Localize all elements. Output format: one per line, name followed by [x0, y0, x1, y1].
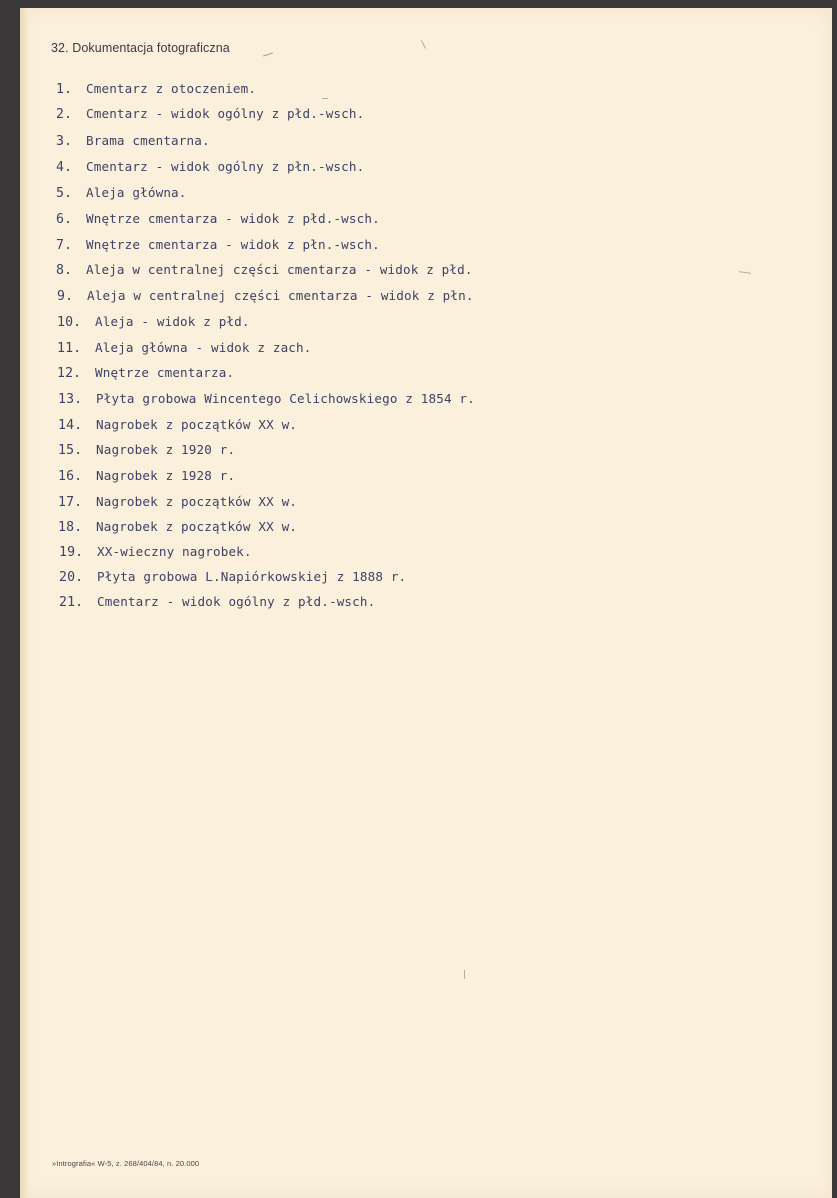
item-text: Wnętrze cmentarza.: [95, 365, 235, 380]
item-number: 10.: [57, 315, 82, 330]
item-text: Wnętrze cmentarza - widok z płn.-wsch.: [86, 237, 380, 252]
item-number: 4.: [56, 160, 73, 175]
item-number: 16.: [58, 469, 83, 484]
list-item: [58, 493, 297, 511]
list-item: [57, 339, 312, 357]
scan-speck: [739, 271, 751, 274]
section-heading: 32. Dokumentacja fotograficzna: [51, 41, 230, 55]
list-item: [56, 80, 256, 98]
list-item: [56, 184, 187, 202]
item-number: 2.: [56, 107, 73, 122]
list-item: [58, 467, 235, 485]
item-number: 21.: [59, 595, 84, 610]
item-text: Aleja główna - widok z zach.: [95, 340, 312, 355]
list-item: [58, 518, 297, 536]
item-text: Nagrobek z 1920 r.: [96, 442, 236, 457]
pen-mark: [263, 52, 273, 56]
item-number: 9.: [57, 289, 74, 304]
item-number: 6.: [56, 212, 73, 227]
item-number: 3.: [56, 134, 73, 149]
item-number: 7.: [56, 238, 73, 253]
item-text: Nagrobek z początków XX w.: [96, 494, 298, 509]
item-number: 1.: [56, 82, 73, 97]
item-text: Aleja w centralnej części cmentarza - widok z płd.: [86, 262, 473, 277]
list-item: [57, 287, 474, 305]
item-number: 20.: [59, 570, 84, 585]
item-text: Nagrobek z początków XX w.: [96, 519, 298, 534]
item-text: Nagrobek z 1928 r.: [96, 468, 236, 483]
item-text: Cmentarz - widok ogólny z płd.-wsch.: [97, 594, 376, 609]
item-text: Cmentarz z otoczeniem.: [86, 81, 257, 96]
item-text: Wnętrze cmentarza - widok z płd.-wsch.: [86, 211, 380, 226]
item-text: Nagrobek z początków XX w.: [96, 417, 298, 432]
scan-speck: [421, 40, 426, 48]
list-item: [56, 105, 364, 123]
page-left-edge: [20, 8, 28, 1198]
scan-speck: [464, 970, 465, 979]
item-number: 19.: [59, 545, 84, 560]
document-page: [20, 8, 832, 1198]
list-item: [57, 313, 250, 331]
list-item: [56, 210, 380, 228]
item-text: Cmentarz - widok ogólny z płn.-wsch.: [86, 159, 365, 174]
list-item: [59, 593, 375, 611]
item-text: Płyta grobowa Wincentego Celichowskiego z 1854 r.: [96, 391, 475, 406]
item-text: Aleja - widok z płd.: [95, 314, 250, 329]
list-item: [59, 543, 252, 561]
item-text: Płyta grobowa L.Napiórkowskiej z 1888 r.: [97, 569, 407, 584]
item-text: Aleja główna.: [86, 185, 187, 200]
item-number: 13.: [58, 392, 83, 407]
item-number: 8.: [56, 263, 73, 278]
list-item: [56, 132, 210, 150]
item-text: XX-wieczny nagrobek.: [97, 544, 252, 559]
list-item: [56, 236, 380, 254]
list-item: [59, 568, 406, 586]
item-text: Aleja w centralnej części cmentarza - widok z płn.: [87, 288, 474, 303]
list-item: [56, 158, 364, 176]
printer-imprint: »Intrografia« W-5, z. 268/404/84, n. 20.000: [52, 1159, 200, 1168]
item-number: 18.: [58, 520, 83, 535]
item-text: Cmentarz - widok ogólny z płd.-wsch.: [86, 106, 365, 121]
item-number: 5.: [56, 186, 73, 201]
list-item: [56, 261, 473, 279]
item-number: 14.: [58, 418, 83, 433]
scan-speck: [322, 98, 328, 99]
item-number: 11.: [57, 341, 82, 356]
item-text: Brama cmentarna.: [86, 133, 210, 148]
item-number: 15.: [58, 443, 83, 458]
item-number: 17.: [58, 495, 83, 510]
item-number: 12.: [57, 366, 82, 381]
list-item: [58, 441, 235, 459]
list-item: [58, 390, 475, 408]
list-item: [57, 364, 234, 382]
list-item: [58, 416, 297, 434]
